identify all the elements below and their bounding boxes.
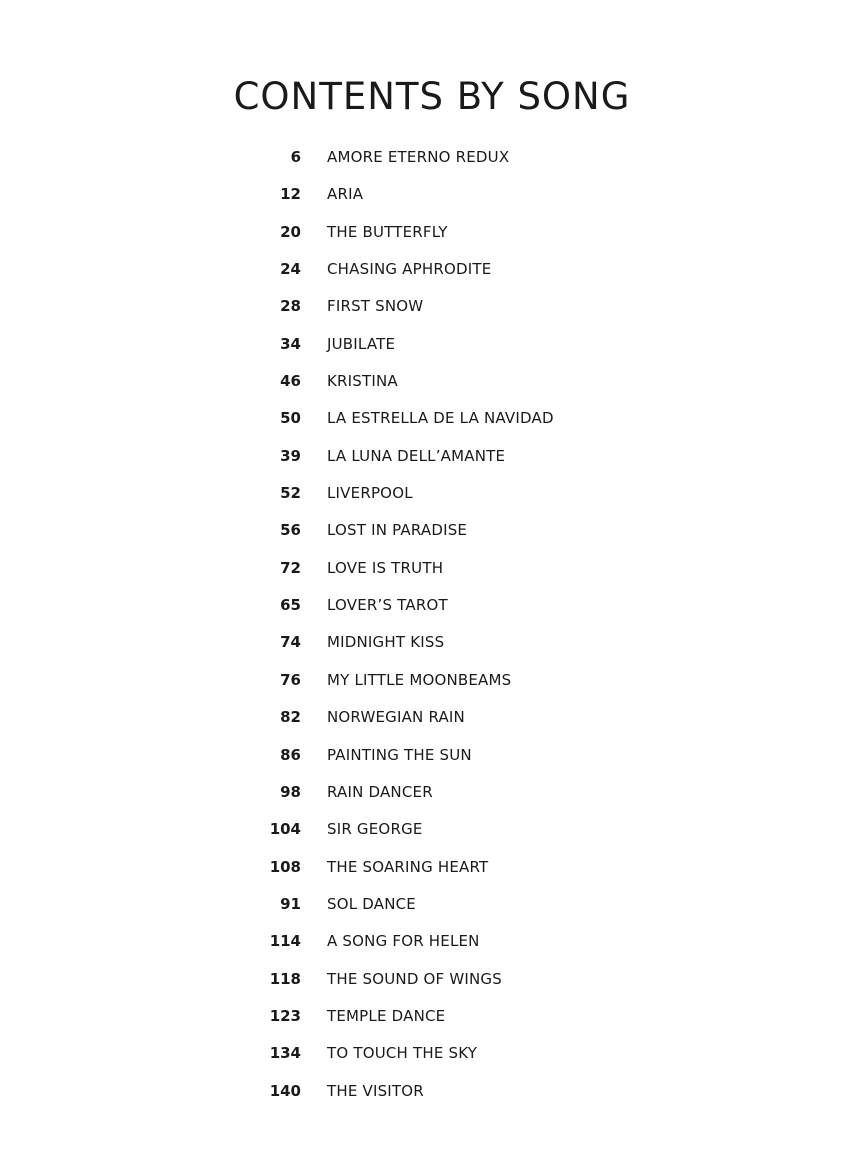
song-title: FIRST SNOW	[327, 297, 424, 316]
toc-entry	[0, 698, 864, 735]
toc-entry	[0, 138, 864, 175]
song-title: RAIN DANCER	[327, 782, 433, 801]
song-title: THE VISITOR	[327, 1081, 424, 1100]
song-title: NORWEGIAN RAIN	[327, 708, 465, 727]
song-title: SIR GEORGE	[327, 820, 423, 839]
page-number: 50	[280, 409, 301, 428]
toc-entry	[0, 848, 864, 885]
toc-entry	[0, 474, 864, 511]
page-number: 86	[280, 745, 301, 764]
song-title: LA ESTRELLA DE LA NAVIDAD	[327, 409, 554, 428]
page-number: 20	[280, 222, 301, 241]
toc-entry	[0, 960, 864, 997]
page-number: 140	[269, 1081, 301, 1100]
toc-entry	[0, 1072, 864, 1109]
toc-entry	[0, 922, 864, 959]
song-title: LOST IN PARADISE	[327, 521, 468, 540]
song-title: A SONG FOR HELEN	[327, 932, 480, 951]
page-title: CONTENTS BY SONG	[233, 75, 631, 118]
page-number: 24	[280, 260, 301, 279]
toc-entry	[0, 399, 864, 436]
toc-entry	[0, 213, 864, 250]
page-number: 46	[280, 372, 301, 391]
page-number: 52	[280, 484, 301, 503]
toc-entry	[0, 175, 864, 212]
song-title: LIVERPOOL	[327, 484, 413, 503]
page-number: 28	[280, 297, 301, 316]
song-title: LA LUNA DELL’AMANTE	[327, 446, 506, 465]
page-number: 91	[280, 894, 301, 913]
toc-entry	[0, 250, 864, 287]
song-title: ARIA	[327, 185, 364, 204]
song-title: TO TOUCH THE SKY	[327, 1044, 478, 1063]
page-number: 118	[269, 969, 301, 988]
toc-entry	[0, 437, 864, 474]
song-title: JUBILATE	[327, 334, 396, 353]
song-title: LOVE IS TRUTH	[327, 558, 444, 577]
toc-entry	[0, 736, 864, 773]
song-title: PAINTING THE SUN	[327, 745, 472, 764]
page-number: 65	[280, 596, 301, 615]
toc-entry	[0, 623, 864, 660]
song-title: THE BUTTERFLY	[327, 222, 448, 241]
toc-entry	[0, 1034, 864, 1071]
page-number: 134	[269, 1044, 301, 1063]
song-title: LOVER’S TAROT	[327, 596, 448, 615]
page-number: 34	[280, 334, 301, 353]
song-title: THE SOARING HEART	[327, 857, 489, 876]
page-number: 98	[280, 782, 301, 801]
table-of-contents	[0, 138, 864, 1109]
page-number: 74	[280, 633, 301, 652]
toc-entry	[0, 586, 864, 623]
toc-entry	[0, 773, 864, 810]
page-number: 6	[290, 148, 301, 166]
toc-entry	[0, 325, 864, 362]
song-title: AMORE ETERNO REDUX	[327, 148, 510, 166]
page-number: 72	[280, 558, 301, 577]
song-title: SOL DANCE	[327, 894, 416, 913]
toc-entry	[0, 661, 864, 698]
page-number: 82	[280, 708, 301, 727]
toc-entry	[0, 885, 864, 922]
song-title: KRISTINA	[327, 372, 398, 391]
song-title: MIDNIGHT KISS	[327, 633, 445, 652]
song-title: MY LITTLE MOONBEAMS	[327, 670, 512, 689]
page-number: 123	[269, 1006, 301, 1025]
toc-entry	[0, 549, 864, 586]
page-number: 56	[280, 521, 301, 540]
song-title: THE SOUND OF WINGS	[327, 969, 502, 988]
page-number: 104	[269, 820, 301, 839]
page-number: 12	[280, 185, 301, 204]
toc-entry	[0, 810, 864, 847]
page-number: 76	[280, 670, 301, 689]
toc-entry	[0, 997, 864, 1034]
page-number: 39	[280, 446, 301, 465]
page-number: 108	[269, 857, 301, 876]
toc-entry	[0, 511, 864, 548]
page-number: 114	[269, 932, 301, 951]
toc-entry	[0, 287, 864, 324]
toc-entry	[0, 362, 864, 399]
song-title: CHASING APHRODITE	[327, 260, 492, 279]
song-title: TEMPLE DANCE	[327, 1006, 446, 1025]
